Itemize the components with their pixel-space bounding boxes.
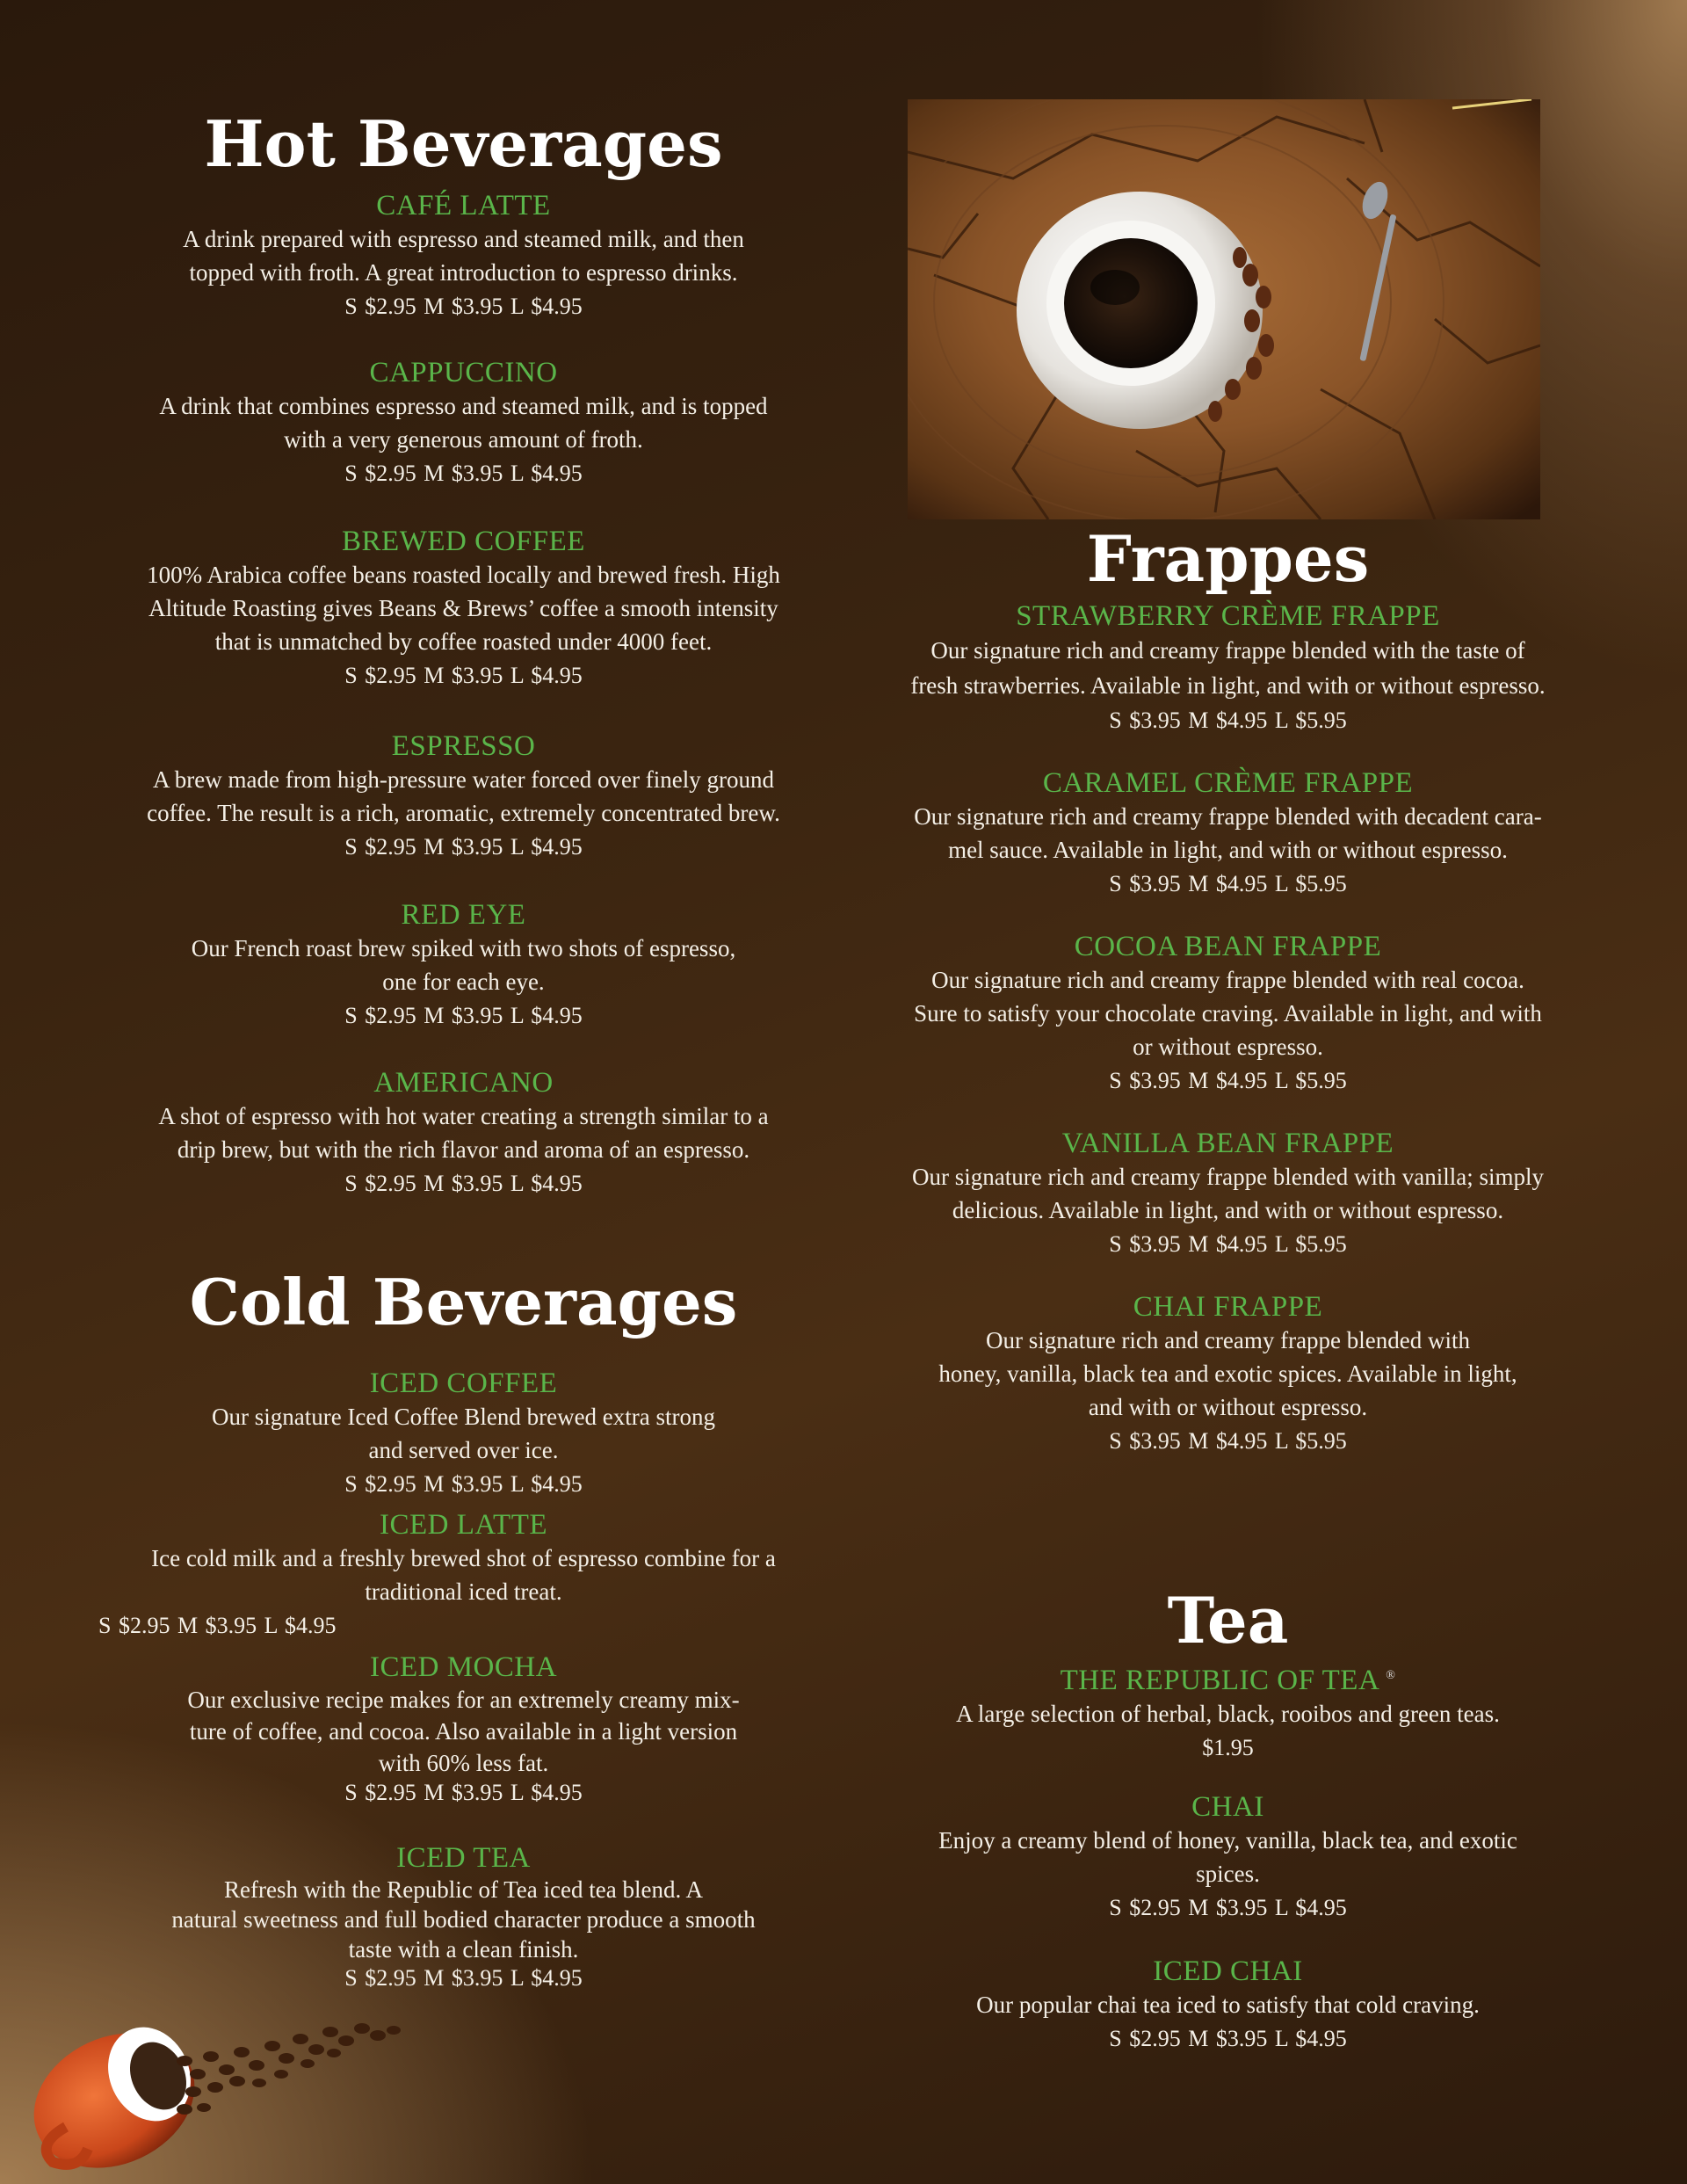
item-price: S $2.95 M $3.95 L $4.95 [344, 663, 583, 688]
item-description: Our signature rich and creamy frappe blended with real cocoa. Sure to satisfy your chocolate craving. Available in light, and with or without espresso. [914, 967, 1542, 1060]
item-description: Our popular chai tea iced to satisfy that cold craving. [976, 1992, 1480, 2018]
item-description: Our signature rich and creamy frappe blended with honey, vanilla, black tea and exotic spices. Available in light, and with or without espresso. [938, 1327, 1517, 1420]
item-description: Our signature Iced Coffee Blend brewed extra strong and served over ice. [211, 1404, 716, 1463]
cold-beverages-title: Cold Beverages [189, 1265, 738, 1339]
item-price: S $2.95 M $3.95 L $4.95 [1109, 2026, 1347, 2051]
item-price: S $3.95 M $4.95 L $5.95 [1109, 707, 1347, 733]
item-name: ICED LATTE [379, 1509, 548, 1541]
frappes-title: Frappes [1086, 521, 1370, 596]
menu-item [88, 898, 839, 1034]
right-column [857, 0, 1599, 2184]
menu-item [857, 1659, 1599, 1766]
item-name: CARAMEL CRÈME FRAPPE [1042, 767, 1414, 799]
item-description: Enjoy a creamy blend of honey, vanilla, black tea, and exotic spices. [938, 1827, 1517, 1887]
item-description: A large selection of herbal, black, rooibos and green teas. [956, 1701, 1500, 1727]
left-column [88, 0, 839, 2184]
item-name: CHAI [1191, 1791, 1264, 1823]
item-name: CAPPUCCINO [369, 357, 558, 388]
menu-item [88, 356, 839, 491]
menu-item [857, 930, 1599, 1099]
item-description: Our exclusive recipe makes for an extremely creamy mix- ture of coffee, and cocoa. Also available in a light version with 60% less fat. [187, 1687, 740, 1776]
item-name: RED EYE [401, 899, 526, 931]
menu-item [88, 1651, 839, 1807]
item-description: A brew made from high-pressure water forced over finely ground coffee. The result is a rich, aromatic, extremely concentrated brew. [147, 766, 780, 826]
item-name: ICED TEA [396, 1842, 531, 1874]
menu-item [857, 766, 1599, 902]
item-price: S $2.95 M $3.95 L $4.95 [98, 1613, 337, 1638]
menu-item [88, 729, 839, 865]
item-price: S $3.95 M $4.95 L $5.95 [1109, 1428, 1347, 1454]
item-price: S $2.95 M $3.95 L $4.95 [344, 1780, 583, 1805]
item-name: AMERICANO [373, 1067, 554, 1099]
item-name: CHAI FRAPPE [1133, 1291, 1323, 1323]
item-price: $1.95 [1202, 1735, 1254, 1760]
item-name: ICED COFFEE [369, 1368, 558, 1399]
menu-item [88, 189, 839, 324]
item-description: Our signature rich and creamy frappe blended with decadent cara- mel sauce. Available in light, and with or without espresso. [914, 803, 1542, 863]
item-description: A drink that combines espresso and steamed milk, and is topped with a very generous amount of froth. [159, 393, 768, 453]
item-price: S $2.95 M $3.95 L $4.95 [344, 1471, 583, 1497]
item-price: S $3.95 M $4.95 L $5.95 [1109, 1068, 1347, 1093]
item-description: A drink prepared with espresso and steamed milk, and then topped with froth. A great introduction to espresso drinks. [183, 226, 744, 286]
item-description: Ice cold milk and a freshly brewed shot of espresso combine for a traditional iced treat. [151, 1545, 776, 1605]
menu-item [88, 1066, 839, 1201]
menu-item [857, 599, 1599, 738]
tea-title: Tea [1167, 1583, 1289, 1658]
item-name: BREWED COFFEE [342, 526, 585, 557]
menu-item [857, 1790, 1599, 1926]
item-name: STRAWBERRY CRÈME FRAPPE [1016, 600, 1440, 632]
item-price: S $2.95 M $3.95 L $4.95 [344, 461, 583, 486]
item-price: S $2.95 M $3.95 L $4.95 [344, 1171, 583, 1196]
coffee-cup-icon [18, 1977, 422, 2175]
item-description: 100% Arabica coffee beans roasted locally and brewed fresh. High Altitude Roasting gives Beans & Brews’ coffee a smooth intensity that is unmatched by coffee roasted under 4000 feet. [147, 562, 780, 655]
item-name: ICED CHAI [1153, 1955, 1303, 1987]
item-price: S $3.95 M $4.95 L $5.95 [1109, 1231, 1347, 1257]
item-price: S $2.95 M $3.95 L $4.95 [344, 1965, 583, 1991]
menu-item [857, 1955, 1599, 2057]
menu-item [88, 1841, 839, 1992]
menu-item [88, 525, 839, 693]
item-name: ESPRESSO [391, 730, 536, 762]
item-description: A shot of espresso with hot water creating a strength similar to a drip brew, but with the rich flavor and aroma of an espresso. [158, 1103, 769, 1163]
hot-beverages-title: Hot Beverages [204, 106, 723, 181]
menu-item [857, 1127, 1599, 1262]
item-name: ICED MOCHA [369, 1651, 558, 1683]
registered-mark: ® [1386, 1669, 1396, 1682]
item-name: THE REPUBLIC OF TEA ® [1060, 1665, 1396, 1696]
item-description: Our signature rich and creamy frappe blended with vanilla; simply delicious. Available in light, and with or without espresso. [911, 1164, 1545, 1223]
item-name: COCOA BEAN FRAPPE [1074, 931, 1382, 962]
item-price: S $2.95 M $3.95 L $4.95 [344, 294, 583, 319]
item-price: S $3.95 M $4.95 L $5.95 [1109, 871, 1347, 896]
item-description: Our French roast brew spiked with two shots of espresso, one for each eye. [191, 935, 736, 995]
menu-item [88, 1508, 839, 1643]
menu-item [857, 1290, 1599, 1459]
menu-item [88, 1367, 839, 1502]
item-name: CAFÉ LATTE [376, 190, 551, 221]
spilled-coffee-beans-image [18, 1977, 422, 2175]
item-price: S $2.95 M $3.95 L $4.95 [344, 1003, 583, 1028]
item-price: S $2.95 M $3.95 L $4.95 [344, 834, 583, 860]
item-name: VANILLA BEAN FRAPPE [1061, 1128, 1394, 1159]
item-description: Refresh with the Republic of Tea iced tea blend. A natural sweetness and full bodied character produce a smooth taste with a clean finish. [171, 1876, 756, 1963]
item-price: S $2.95 M $3.95 L $4.95 [1109, 1895, 1347, 1920]
item-description: Our signature rich and creamy frappe blended with the taste of fresh strawberries. Available in light, and with or without espresso. [910, 637, 1546, 699]
